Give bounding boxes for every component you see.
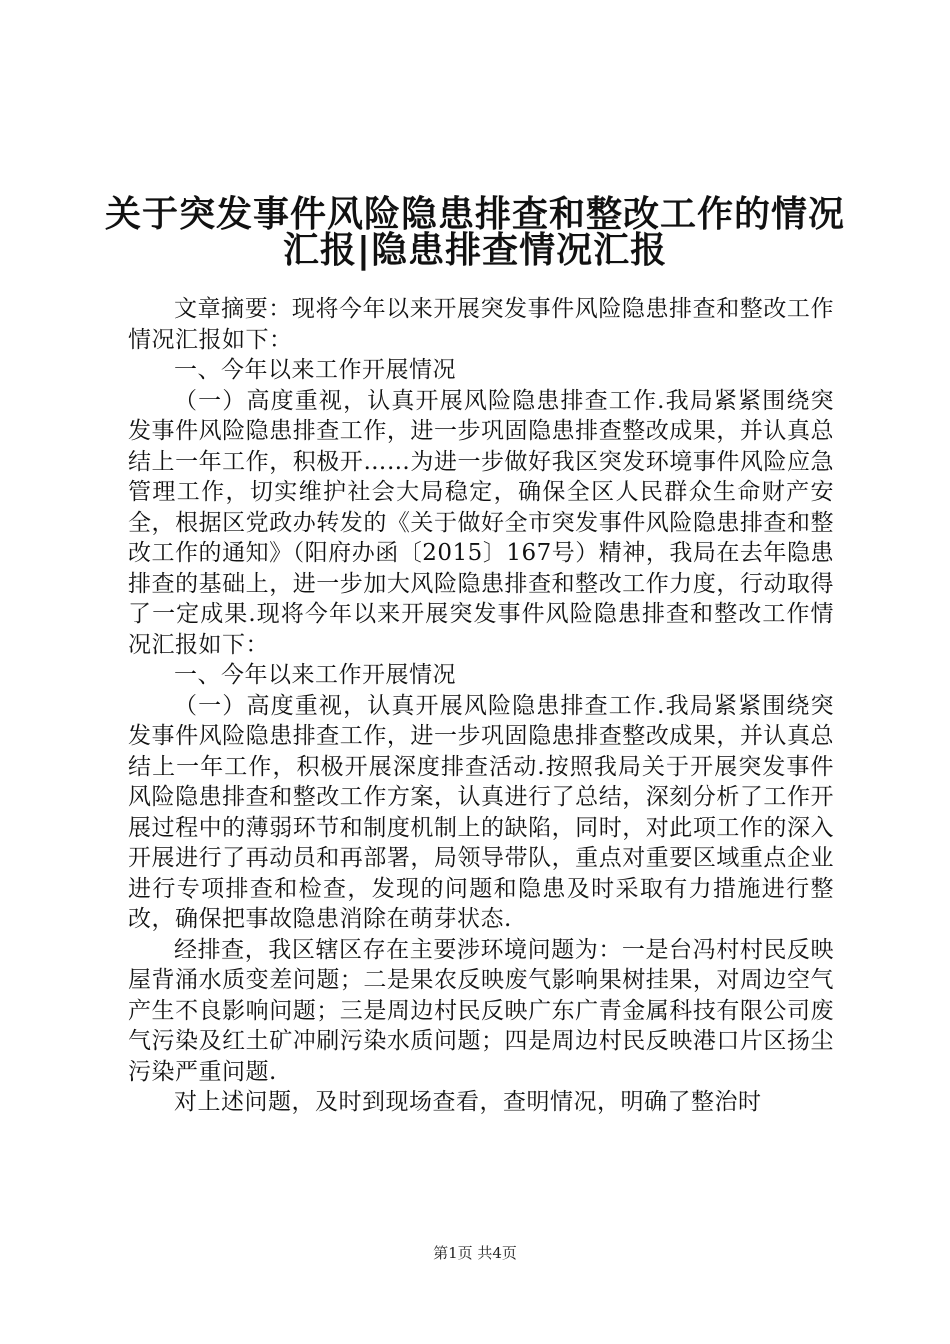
paragraph-section-1: （一）高度重视，认真开展风险隐患排查工作.我局紧紧围绕突发事件风险隐患排查工作，进一步巩固隐患排查整改成果，并认真总结上一年工作，积极开展深度排查活动.按照我局关于开展突发事件风险隐患排查和整改工作方案，认真进行了总结，深刻分析了工作开展过程中的薄弱环节和制度机制上的缺陷，同时，对此项工作的深入开展进行了再动员和再部署，局领导带队，重点对重要区域重点企业进行专项排查和检查，发现的问题和隐患及时采取有力措施进行整改，确保把事故隐患消除在萌芽状态. xyxy=(128,692,834,932)
paragraph-findings: 经排查，我区辖区存在主要涉环境问题为：一是台冯村村民反映屋背涌水质变差问题；二是果农反映废气影响果树挂果，对周边空气产生不良影响问题；三是周边村民反映广东广青金属科技有限公司废气污染及红土矿冲刷污染水质问题；四是周边村民反映港口片区扬尘污染严重问题. xyxy=(128,936,834,1085)
document-title-line-2: 汇报|隐患排查情况汇报 xyxy=(282,230,668,271)
paragraph-abstract: 文章摘要：现将今年以来开展突发事件风险隐患排查和整改工作情况汇报如下： xyxy=(128,296,834,353)
document-title-line-1: 关于突发事件风险隐患排查和整改工作的情况 xyxy=(104,194,845,235)
document-body xyxy=(128,294,834,1118)
paragraph-response: 对上述问题，及时到现场查看，查明情况，明确了整治时 xyxy=(174,1089,762,1115)
paragraph-heading-2: 一、今年以来工作开展情况 xyxy=(174,662,456,688)
paragraph-intro: （一）高度重视，认真开展风险隐患排查工作.我局紧紧围绕突发事件风险隐患排查工作，进一步巩固隐患排查整改成果，并认真总结上一年工作，积极开……为进一步做好我区突发环境事件风险应急管理工作，切实维护社会大局稳定，确保全区人民群众生命财产安全，根据区党政办转发的《关于做好全市突发事件风险隐患排查和整改工作的通知》（阳府办函〔2015〕167号）精神，我局在去年隐患排查的基础上，进一步加大风险隐患排查和整改工作力度，行动取得了一定成果.现将今年以来开展突发事件风险隐患排查和整改工作情况汇报如下： xyxy=(128,387,834,658)
paragraph-heading-1: 一、今年以来工作开展情况 xyxy=(174,357,456,383)
page-footer: 第1页 共4页 xyxy=(433,1244,517,1262)
